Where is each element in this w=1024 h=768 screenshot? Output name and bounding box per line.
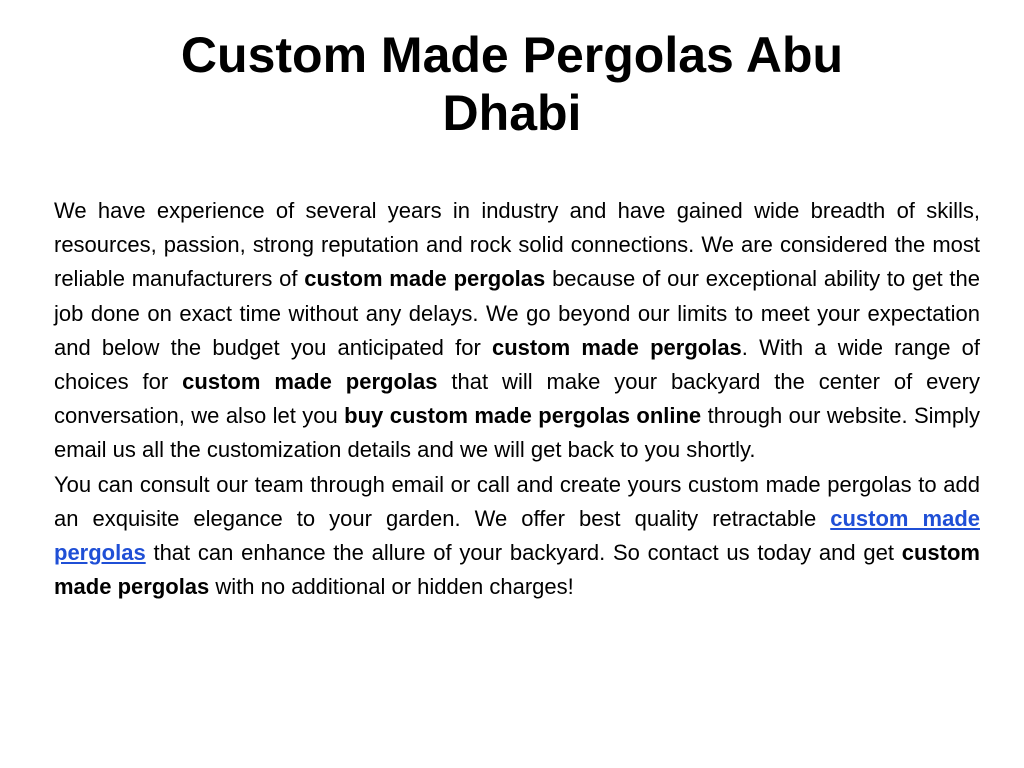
text-run: that will make your backyard the center of every conversation, we also let you: [54, 369, 980, 429]
keyword-bold: buy custom made pergolas online: [344, 403, 702, 429]
text-run: You can consult our team through email or call and create yours custom made pergolas to add an exquisite elegance to your garden. We offer best quality retractable: [54, 471, 980, 531]
text-run: with no additional or hidden charges!: [209, 574, 574, 600]
keyword-bold: custom made pergolas: [492, 334, 742, 360]
keyword-bold: custom made pergolas: [54, 540, 980, 600]
paragraph-intro: [54, 194, 980, 468]
page-title: Custom Made Pergolas Abu Dhabi: [180, 27, 844, 141]
paragraph-contact: [54, 468, 980, 605]
body-text: [54, 194, 980, 604]
text-run: . With a wide range of choices for: [54, 334, 980, 395]
custom-made-pergolas-link[interactable]: custom made pergolas: [54, 505, 980, 566]
text-run: through our website. Simply email us all the customization details and we will get back to you shortly.: [54, 403, 980, 463]
text-run: We have experience of several years in industry and have gained wide breadth of skills, resources, passion, strong reputation and rock solid connections. We are considered the most reliable manufacturers of: [54, 198, 980, 292]
text-run: that can enhance the allure of your backyard. So contact us today and get: [145, 540, 902, 566]
text-run: because of our exceptional ability to get the job done on exact time without any delays. We go beyond our limits to meet your expectation and below the budget you anticipated for: [54, 266, 981, 360]
keyword-bold: custom made pergolas: [182, 369, 438, 395]
keyword-bold: custom made pergolas: [304, 266, 546, 292]
